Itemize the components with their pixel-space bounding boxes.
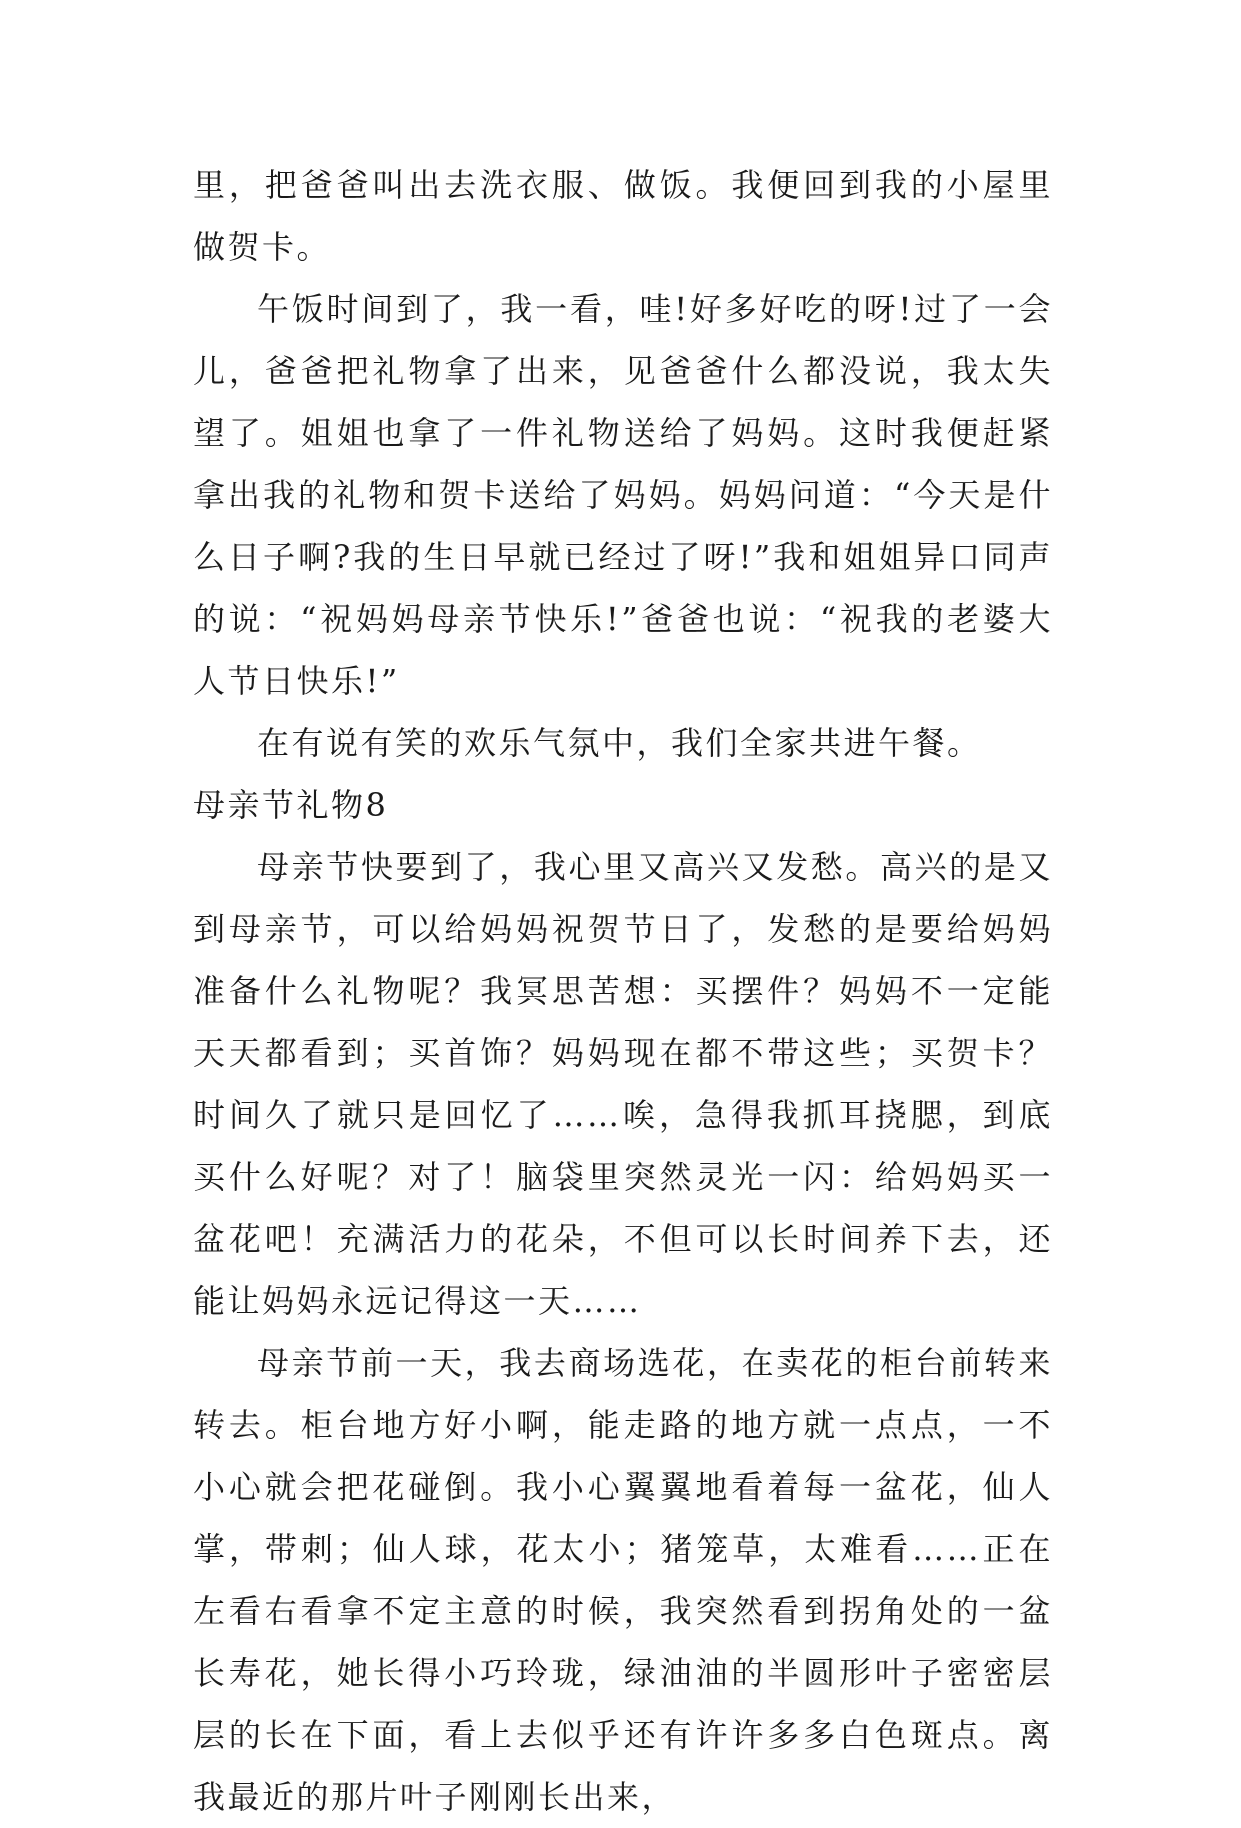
paragraph-choosing-flower: 母亲节前一天，我去商场选花，在卖花的柜台前转来转去。柜台地方好小啊，能走路的地方就一点点，一不小心就会把花碰倒。我小心翼翼地看着每一盆花，仙人掌，带刺；仙人球，花太小；猪笼草，太难看……正在左看右看拿不定主意的时候，我突然看到拐角处的一盆长寿花，她长得小巧玲珑，绿油油的半圆形叶子密密层层的长在下面，看上去似乎还有许许多多白色斑点。离我最近的那片叶子刚刚长出来， bbox=[193, 1344, 1053, 1816]
paragraph-continuation: 里，把爸爸叫出去洗衣服、做饭。我便回到我的小屋里做贺卡。 bbox=[193, 166, 1053, 266]
paragraph-lunch: 午饭时间到了，我一看，哇!好多好吃的呀!过了一会儿，爸爸把礼物拿了出来，见爸爸什么都没说，我太失望了。姐姐也拿了一件礼物送给了妈妈。这时我便赶紧拿出我的礼物和贺卡送给了妈妈。妈妈问道：“今天是什么日子啊?我的生日早就已经过了呀!”我和姐姐异口同声的说：“祝妈妈母亲节快乐!”爸爸也说：“祝我的老婆大人节日快乐!” bbox=[193, 290, 1053, 700]
paragraph-gift-idea: 母亲节快要到了，我心里又高兴又发愁。高兴的是又到母亲节，可以给妈妈祝贺节日了，发愁的是要给妈妈准备什么礼物呢？我冥思苦想：买摆件？妈妈不一定能天天都看到；买首饰？妈妈现在都不带这些；买贺卡？时间久了就只是回忆了……唉，急得我抓耳挠腮，到底买什么好呢？对了！脑袋里突然灵光一闪：给妈妈买一盆花吧！充满活力的花朵，不但可以长时间养下去，还能让妈妈永远记得这一天…… bbox=[193, 848, 1053, 1320]
document-page bbox=[193, 154, 1053, 1828]
section-heading: 母亲节礼物8 bbox=[193, 786, 389, 824]
paragraph-family-lunch: 在有说有笑的欢乐气氛中，我们全家共进午餐。 bbox=[257, 724, 982, 762]
